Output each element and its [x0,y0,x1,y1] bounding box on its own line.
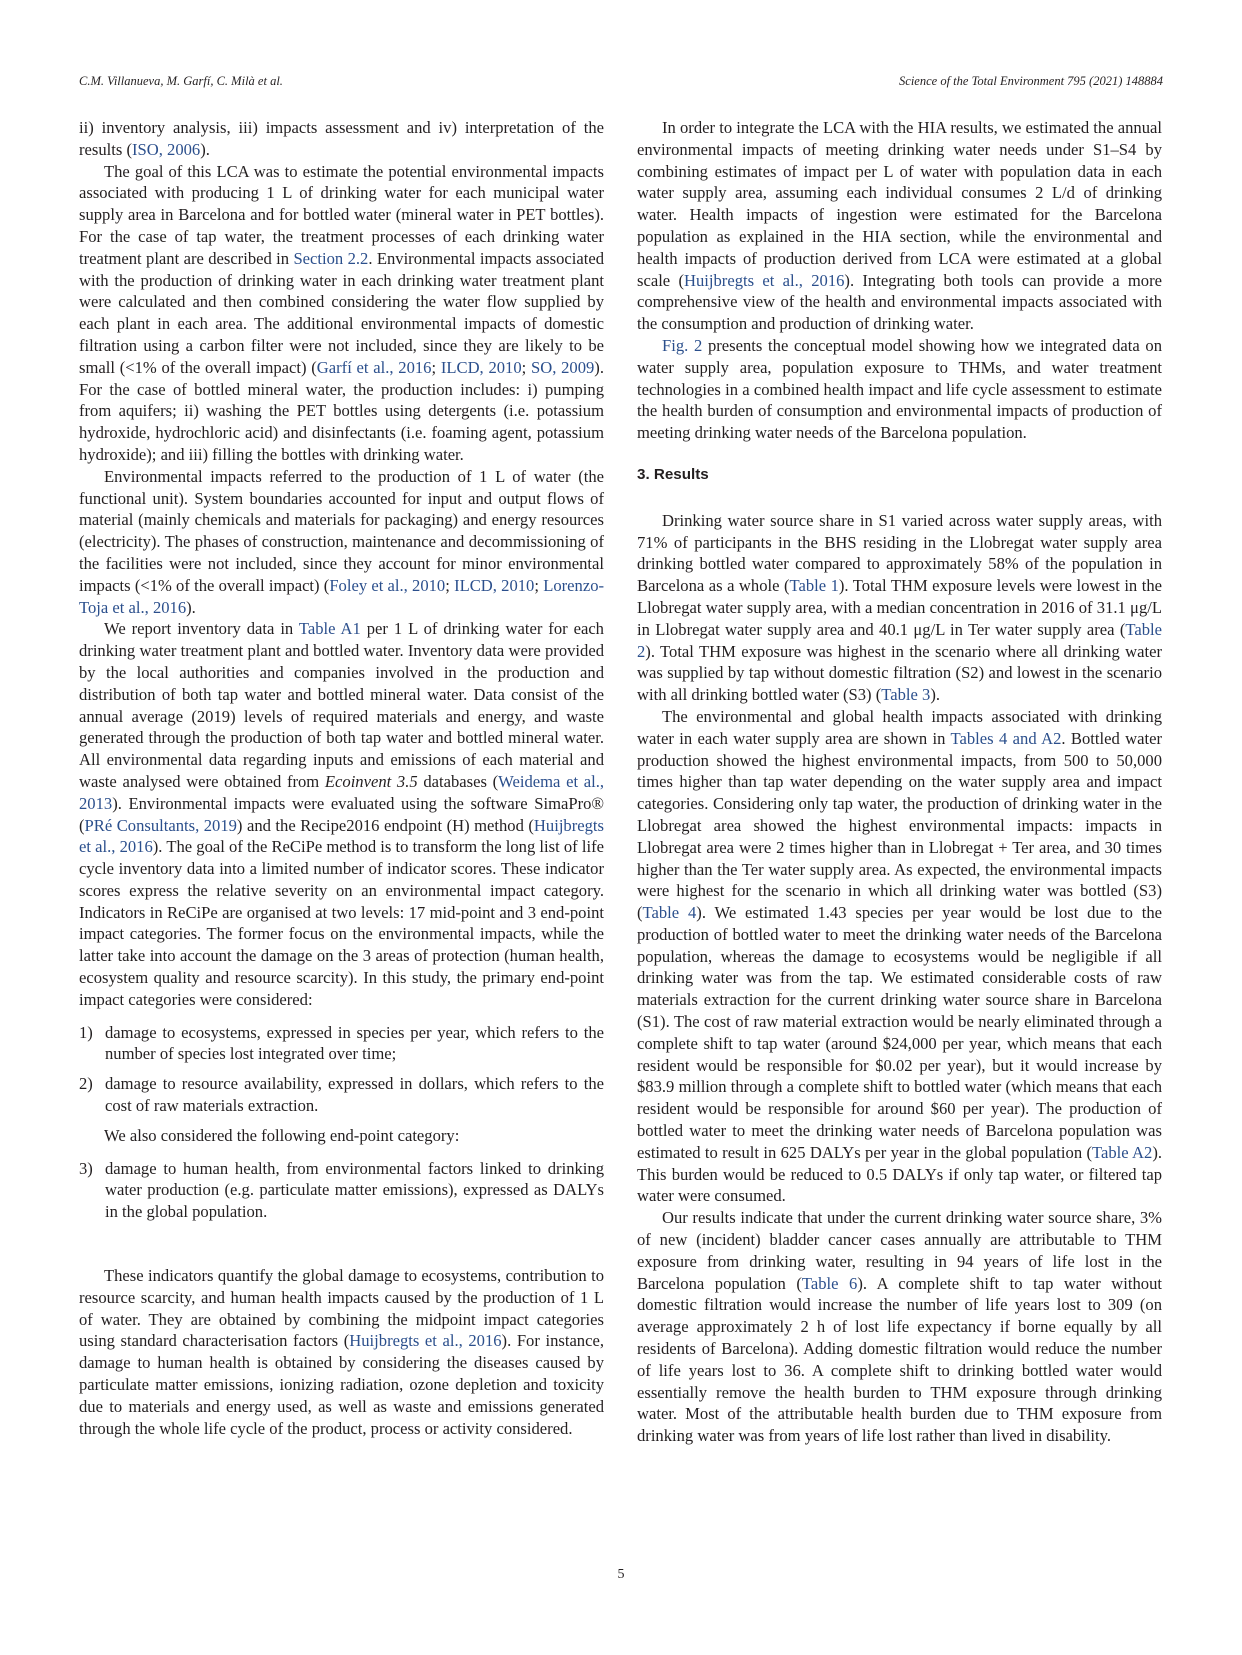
citation-link[interactable]: Weidema et al., 2013 [79,771,605,813]
citation-link[interactable]: Huijbregts et al., 2016 [684,270,845,290]
text-run: ). Integrating both tools can provide a more comprehensive view of the health and environmental impacts associated with the consumption and production of drinking water. [637,270,1162,334]
citation-link[interactable]: Table 1 [789,576,839,596]
text-run: ). Environmental impacts were evaluated using the software SimaPro® ( [79,793,604,835]
text-run: We report inventory data in [104,619,299,639]
citation-link[interactable]: PRé Consultants, 2019 [84,815,237,835]
list-item [79,1158,604,1223]
paragraph [637,1207,1162,1447]
text-run: ). For instance, damage to human health is obtained by considering the diseases caused by particulate matter emissions, ionizing radiation, ozone depletion and toxicity due to materials and energy used, as well as waste and emissions generated through the whole life cycle of the product, process or activity considered. [79,1331,604,1438]
text-run: ; [445,575,455,595]
text-run: ). [186,597,196,617]
text-run: The environmental and global health impacts associated with drinking water in each water supply area are shown in [637,706,1162,748]
paragraph [79,161,604,466]
paragraph [637,335,1162,444]
citation-link[interactable]: ILCD, 2010 [454,575,535,595]
text-run: The goal of this LCA was to estimate the potential environmental impacts associated with producing 1 L of drinking water for each municipal water supply area in Barcelona and for bottled water (mineral water in PET bottles). For the case of tap water, the treatment processes of each drinking water treatment plant are described in [79,161,604,268]
text-run: ). For the case of bottled mineral water, the production includes: i) pumping from aquifers; ii) washing the PET bottles using detergents (i.e. potassium hydroxide, hydrochloric acid) and disinfectants (i.e. foaming agent, potassium hydroxide); and iii) filling the bottles with drinking water. [79,357,604,464]
text-run: ; [521,357,531,377]
citation-link[interactable]: Garfí et al., 2016 [316,357,432,377]
citation-link[interactable]: Tables 4 and A2 [950,728,1062,748]
text-run: ). The goal of the ReCiPe method is to transform the long list of life cycle inventory data into a limited number of indicator scores. These indicator scores express the relative severity on an environmental impact category. Indicators in ReCiPe are organised at two levels: 17 mid-point and 3 end-point impact categories. The former focus on the environmental impacts, while the latter take into account the damage on the 3 areas of protection (human health, ecosystem quality and resource scarcity). In this study, the primary end-point impact categories were considered: [79,837,604,1009]
paragraph [637,510,1162,706]
paragraph [79,466,604,619]
citation-link[interactable]: Table A2 [1091,1142,1153,1162]
list-intro: We also considered the following end-point category: [104,1125,460,1145]
section-heading: 3. Results [637,465,709,483]
italic-text: Ecoinvent 3.5 [324,771,418,791]
text-run: ). A complete shift to tap water without domestic filtration would increase the number of life years lost to 309 (on average approximately 2 h of lost life expectancy if borne equally by all residents of Barcelona). Adding domestic filtration would reduce the number of life years lost to 36. A complete shift to drinking bottled water would essentially remove the health burden to THM exposure through drinking water. Most of the attributable health burden due to THM exposure from drinking water was from years of life lost rather than lived in disability. [637,1273,1163,1446]
endpoint-list [79,1022,604,1117]
paragraph [79,1265,604,1439]
right-column [637,117,1162,1447]
text-run: Drinking water source share in S1 varied across water supply areas, with 71% of participants in the BHS residing in the Llobregat water supply area drinking bottled water compared to approximately 58% of the population in Barcelona as a whole ( [637,510,1162,596]
running-head-journal: Science of the Total Environment 795 (2021) 148884 [899,74,1163,88]
text-run: ). This burden would be reduced to 0.5 DALYs if only tap water, or filtered tap water were consumed. [637,1142,1162,1206]
citation-link[interactable]: Table 3 [881,685,931,705]
citation-link[interactable]: SO, 2009 [531,357,595,377]
left-column [79,117,604,1439]
citation-link[interactable]: Table 6 [801,1273,858,1293]
text-run: . Bottled water production showed the highest environmental impacts, from 500 to 50,000 times higher than tap water depending on the water supply area and impact categories. Considering only tap water, the production of drinking water in the Llobregat area showed the highest environmental impacts: impacts in Llobregat area were 2 times higher than in Llobregat + Ter area, and 30 times higher than the Ter water supply area. As expected, the environmental impacts were highest for the scenario in which all drinking water was bottled (S3) ( [637,728,1162,923]
list-number: 2) [79,1074,93,1094]
list-number: 1) [79,1022,93,1042]
text-run: ) and the Recipe2016 endpoint (H) method ( [236,815,534,835]
list-item [79,1022,604,1066]
list-text: damage to human health, from environmental factors linked to drinking water production (e.g. particulate matter emissions), expressed as DALYs in the global population. [105,1158,604,1222]
paragraph [79,117,604,161]
citation-link[interactable]: Table 2 [637,619,1162,661]
citation-link[interactable]: Foley et al., 2010 [329,575,446,595]
list-text: damage to ecosystems, expressed in species per year, which refers to the number of species lost integrated over time; [105,1022,604,1064]
paragraph [637,117,1162,335]
citation-link[interactable]: ISO, 2006 [132,139,201,159]
text-run: per 1 L of drinking water for each drinking water treatment plant and bottled water. Inventory data were provided by the local authorities and companies involved in the production and distribution of both tap water and bottled mineral water. Data consist of the annual average (2019) levels of required materials and energy, and waste generated through the production of both tap water and bottled mineral water. All environmental data regarding inputs and emissions of each material and waste analysed were obtained from [79,619,604,791]
list-item [79,1073,604,1117]
text-run: Our results indicate that under the current drinking water source share, 3% of new (incident) bladder cancer cases annually are attributable to THM exposure from drinking water, resulting in 94 years of life lost in the Barcelona population ( [637,1208,1162,1293]
citation-link[interactable]: Lorenzo-Toja et al., 2016 [79,575,605,617]
endpoint-list-2 [79,1158,604,1223]
text-run: Environmental impacts referred to the production of 1 L of water (the functional unit). System boundaries accounted for input and output flows of material (mainly chemicals and materials for packaging) and energy resources (electricity). The phases of construction, maintenance and decommissioning of the facilities were not included, since they account for minor environmental impacts (<1% of the overall impact) ( [79,466,604,595]
text-run: In order to integrate the LCA with the HIA results, we estimated the annual environmental impacts of meeting drinking water needs under S1–S4 by combining estimates of impact per L of water with population data in each water supply area, assuming each individual consumes 2 L/d of drinking water. Health impacts of ingestion were estimated for the Barcelona population as explained in the HIA section, while the environmental and health impacts of production derived from LCA were estimated at a global scale ( [637,118,1162,290]
list-number: 3) [79,1158,93,1178]
paragraph [79,618,604,1010]
citation-link[interactable]: Huijbregts et al., 2016 [79,815,604,857]
citation-link[interactable]: Fig. 2 [662,335,703,355]
list-text: damage to resource availability, expressed in dollars, which refers to the cost of raw materials extraction. [105,1074,604,1116]
text-run: ; [431,357,441,377]
citation-link[interactable]: Huijbregts et al., 2016 [349,1331,502,1351]
text-run: databases ( [417,771,499,791]
citation-link[interactable]: Table 4 [642,903,697,923]
text-run: ; [534,575,544,595]
citation-link[interactable]: Section 2.2 [293,248,369,268]
running-head-authors: C.M. Villanueva, M. Garfí, C. Milà et al. [79,74,283,88]
text-run: ii) inventory analysis, iii) impacts assessment and iv) interpretation of the results ( [79,118,604,159]
text-run: ). Total THM exposure levels were lowest in the Llobregat water supply area, with a median concentration in 2016 of 31.1 μg/L in Llobregat water supply area and 40.1 μg/L in Ter water supply area ( [637,576,1162,639]
paragraph [637,706,1162,1207]
text-run: ). We estimated 1.43 species per year would be lost due to the production of bottled water to meet the drinking water needs of the Barcelona population, whereas the damage to ecosystems would be negligible if all drinking water was from the tap. We estimated considerable costs of raw materials extraction for the current drinking water source share in Barcelona (S1). The cost of raw material extraction would be nearly eliminated through a complete shift to tap water (around $24,000 per year, which means that each resident would be responsible for $0.02 per year), but it would increase by $83.9 million through a complete shift to bottled water (which means that each resident would be responsible for around $60 per year). The production of bottled water to meet the drinking water needs of Barcelona population was estimated to result in 625 DALYs per year in the global population ( [637,903,1163,1162]
citation-link[interactable]: Table A1 [298,619,361,639]
text-run: presents the conceptual model showing how we integrated data on water supply area, population exposure to THMs, and water treatment technologies in a combined health impact and life cycle assessment to estimate the health burden of consumption and environmental impacts of production of meeting drinking water needs of the Barcelona population. [637,335,1162,443]
text-run: ). [930,685,940,705]
text-run: These indicators quantify the global damage to ecosystems, contribution to resource scarcity, and human health impacts caused by the production of 1 L of water. They are obtained by combining the midpoint impact categories using standard characterisation factors ( [79,1266,604,1351]
text-run: ). Total THM exposure was highest in the scenario where all drinking water was supplied by tap without domestic filtration (S2) and lowest in the scenario with all drinking bottled water (S3) ( [637,641,1162,705]
text-run: . Environmental impacts associated with the production of drinking water in each drinking water treatment plant were calculated and then combined considering the water flow supplied by each plant in each area. The additional environmental impacts of domestic filtration using a carbon filter were not included, since they are likely to be small (<1% of the overall impact) ( [79,248,605,377]
text-run: ). [200,139,210,159]
page-number: 5 [617,1567,625,1582]
citation-link[interactable]: ILCD, 2010 [440,357,522,377]
